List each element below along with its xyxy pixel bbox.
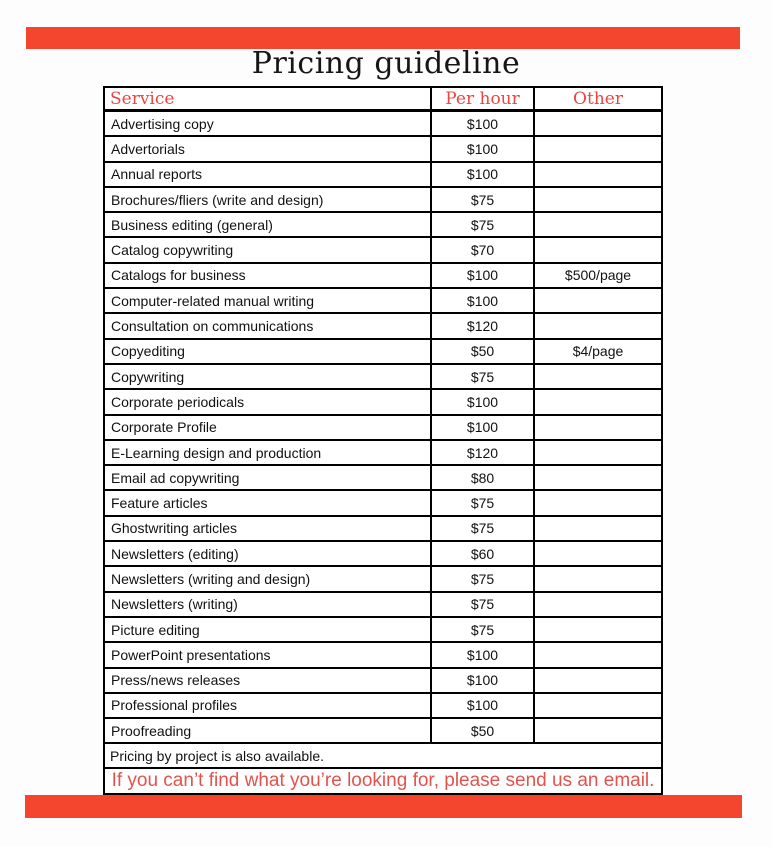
service-cell: Catalogs for business [111,267,246,284]
service-cell: Press/news releases [111,672,241,689]
other-cell [535,112,661,135]
other-cell [535,567,661,590]
pricing-table [103,86,663,795]
table-row [105,416,661,441]
per-hour-cell: $75 [430,213,535,236]
service-cell: Newsletters (writing and design) [111,570,311,587]
column-header-per-hour: Per hour [430,88,535,109]
per-hour-cell: $100 [430,643,535,666]
table-row [105,365,661,390]
table-row [105,719,661,744]
other-cell [535,416,661,439]
table-row [105,289,661,314]
service-cell: Proofreading [111,722,192,739]
per-hour-cell: $75 [430,517,535,540]
per-hour-cell: $100 [430,163,535,186]
per-hour-cell: $120 [430,441,535,464]
service-cell: Brochures/fliers (write and design) [111,191,324,208]
service-cell: Annual reports [111,166,203,183]
service-cell: E-Learning design and production [111,444,322,461]
service-cell: Corporate Profile [111,419,217,436]
other-cell [535,314,661,337]
per-hour-cell: $50 [430,719,535,742]
per-hour-cell: $75 [430,618,535,641]
table-row [105,213,661,238]
table-row [105,669,661,694]
table-row [105,314,661,339]
table-row [105,163,661,188]
per-hour-cell: $100 [430,112,535,135]
service-cell: PowerPoint presentations [111,646,271,663]
per-hour-cell: $100 [430,137,535,160]
other-cell [535,390,661,413]
per-hour-cell: $100 [430,264,535,287]
other-cell [535,669,661,692]
table-body [105,112,661,744]
service-cell: Advertising copy [111,115,214,132]
table-row [105,567,661,592]
per-hour-cell: $80 [430,466,535,489]
per-hour-cell: $100 [430,416,535,439]
table-row [105,238,661,263]
other-cell [535,719,661,742]
table-row [105,491,661,516]
table-row [105,264,661,289]
service-cell: Corporate periodicals [111,393,245,410]
per-hour-cell: $75 [430,491,535,514]
per-hour-cell: $120 [430,314,535,337]
table-row [105,542,661,567]
other-cell [535,466,661,489]
table-row [105,137,661,162]
footer-note-row [105,744,661,769]
other-cell: $4/page [572,343,624,360]
service-cell: Copyediting [111,343,185,360]
per-hour-cell: $50 [430,340,535,363]
other-cell [535,694,661,717]
service-cell: Newsletters (writing) [111,596,238,613]
table-header-row [105,88,661,112]
service-cell: Picture editing [111,621,200,638]
per-hour-cell: $100 [430,669,535,692]
column-header-other: Other [573,88,623,109]
per-hour-cell: $100 [430,289,535,312]
other-cell [535,365,661,388]
other-cell [535,289,661,312]
per-hour-cell: $100 [430,390,535,413]
per-hour-cell: $70 [430,238,535,261]
other-cell: $500/page [564,267,632,284]
table-row [105,390,661,415]
other-cell [535,542,661,565]
footer-cta-text: If you can’t find what you’re looking for, please send us an email. [111,770,655,792]
service-cell: Email ad copywriting [111,469,240,486]
footer-note-text: Pricing by project is also available. [110,747,324,764]
table-row [105,112,661,137]
service-cell: Feature articles [111,495,208,512]
service-cell: Copywriting [111,368,185,385]
table-row [105,466,661,491]
per-hour-cell: $60 [430,542,535,565]
per-hour-cell: $75 [430,593,535,616]
other-cell [535,238,661,261]
other-cell [535,163,661,186]
service-cell: Catalog copywriting [111,242,234,259]
other-cell [535,213,661,236]
table-row [105,517,661,542]
other-cell [535,491,661,514]
per-hour-cell: $75 [430,567,535,590]
service-cell: Consultation on communications [111,318,314,335]
table-row [105,441,661,466]
service-cell: Advertorials [111,140,185,157]
other-cell [535,618,661,641]
column-header-service: Service [110,88,175,109]
bottom-accent-bar [25,795,742,818]
service-cell: Newsletters (editing) [111,545,239,562]
per-hour-cell: $75 [430,365,535,388]
table-row [105,593,661,618]
service-cell: Business editing (general) [111,216,273,233]
service-cell: Ghostwriting articles [111,520,238,537]
table-row [105,618,661,643]
table-row [105,694,661,719]
footer-cta-row [105,769,661,793]
other-cell [535,517,661,540]
table-row [105,340,661,365]
other-cell [535,188,661,211]
other-cell [535,441,661,464]
other-cell [535,643,661,666]
per-hour-cell: $75 [430,188,535,211]
per-hour-cell: $100 [430,694,535,717]
table-row [105,643,661,668]
other-cell [535,593,661,616]
service-cell: Professional profiles [111,697,238,714]
service-cell: Computer-related manual writing [111,292,315,309]
page-title: Pricing guideline [251,46,521,81]
table-row [105,188,661,213]
other-cell [535,137,661,160]
